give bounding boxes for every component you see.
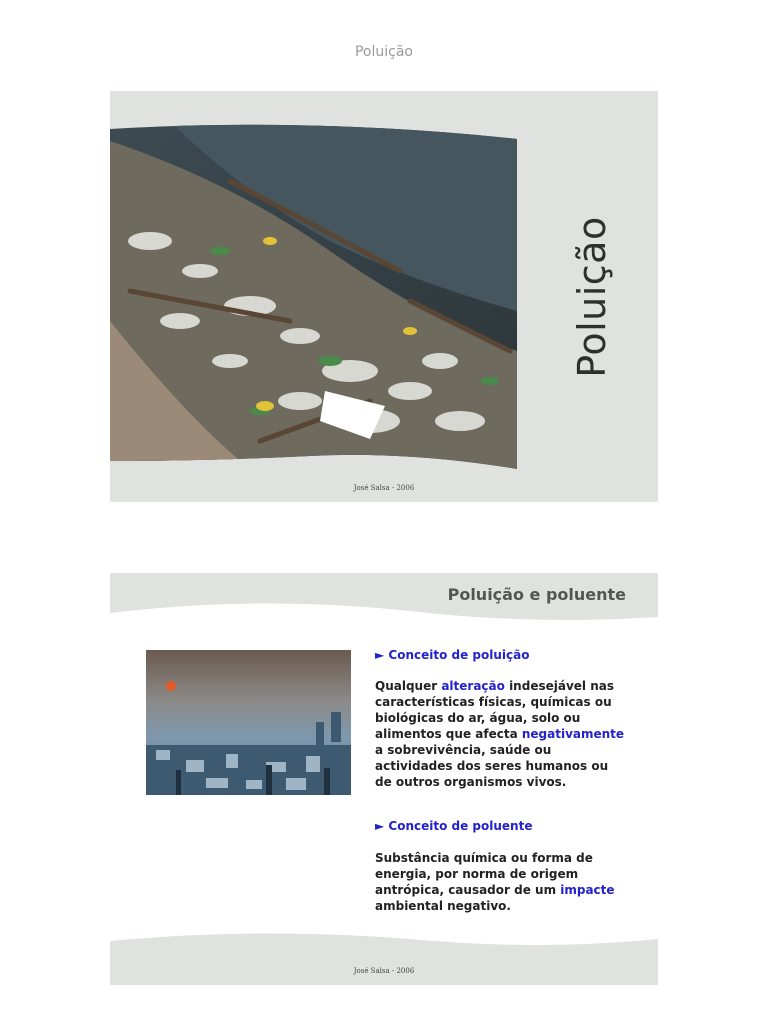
keyword-alteracao: alteração [441, 679, 505, 693]
slide-2-title: Poluição e poluente [447, 585, 626, 604]
concept-pollutant-heading: ► Conceito de poluente [375, 819, 533, 833]
concept-pollution-heading: ► Conceito de poluição [375, 648, 530, 662]
smog-city-photo [146, 650, 351, 795]
keyword-negativamente: negativamente [521, 727, 625, 741]
slide-2-footer: José Salsa - 2006 [353, 967, 415, 975]
concept-pollutant-text: Substância química ou forma de energia, por norma de origem antrópica, causador de um impacte ambiental negativo. [375, 851, 615, 913]
concept-pollution-text: Qualquer alteração indesejável nas características físicas, químicas ou biológicas do ar, água, solo ou alimentos que afecta negativamente a sobrevivência, saúde ou actividades dos seres humanos ou de outros organismos vivos. [375, 679, 625, 789]
document-title: Poluição [354, 44, 413, 60]
bottom-wave-band [110, 925, 658, 985]
pollution-shore-photo [110, 121, 517, 469]
slide-1 [110, 91, 658, 502]
keyword-impacte: impacte [560, 883, 615, 897]
slide-2 [110, 573, 658, 985]
slide-1-footer: José Salsa - 2006 [353, 484, 415, 492]
slide-1-title: Poluição [570, 216, 614, 378]
